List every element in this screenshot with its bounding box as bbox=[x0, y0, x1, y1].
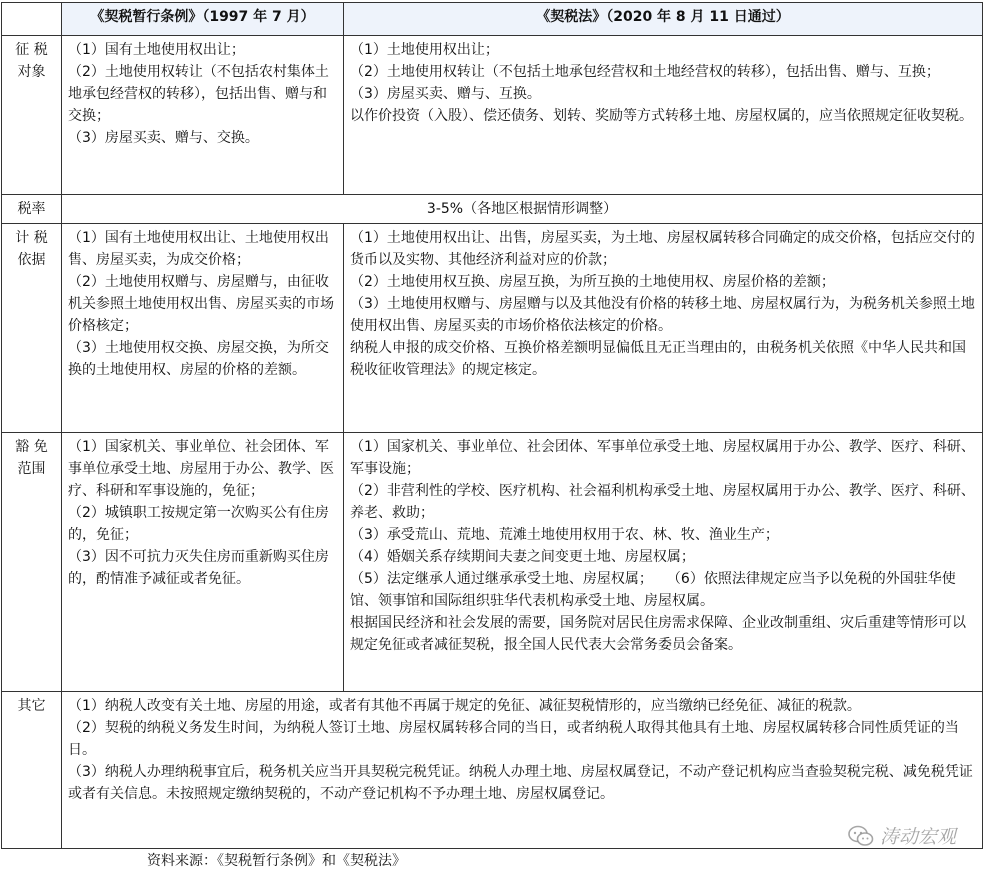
cell-old-tax-object bbox=[62, 36, 344, 195]
cell-tax-rate: 3-5%（各地区根据情形调整） bbox=[62, 195, 983, 224]
paragraph: （3）房屋买卖、赠与、互换。 bbox=[350, 86, 541, 102]
header-old-regulation: 《契税暂行条例》（1997 年 7 月） bbox=[62, 3, 344, 36]
row-label-tax-object bbox=[2, 36, 62, 195]
paragraph: （1）土地使用权出让、出售，房屋买卖，为土地、房屋权属转移合同确定的成交价格，包括应交付的货币以及实物、其他经济利益对应的价款； bbox=[350, 230, 975, 268]
paragraph: 根据国民经济和社会发展的需要，国务院对居民住房需求保障、企业改制重组、灾后重建等情形可以规定免征或者减征契税，报全国人民代表大会常务委员会备案。 bbox=[350, 615, 966, 653]
cell-old-tax-basis bbox=[62, 224, 344, 433]
paragraph: （2）城镇职工按规定第一次购买公有住房的，免征； bbox=[68, 505, 329, 543]
paragraph: （2）非营利性的学校、医疗机构、社会福利机构承受土地、房屋权属用于办公、教学、医疗、科研、养老、救助； bbox=[350, 483, 975, 521]
row-exemption bbox=[2, 433, 983, 692]
paragraph: （2）土地使用权互换、房屋互换，为所互换的土地使用权、房屋价格的差额； bbox=[350, 274, 835, 290]
paragraph: （1）土地使用权出让； bbox=[350, 42, 499, 58]
cell-other bbox=[62, 692, 983, 849]
paragraph: （2）土地使用权赠与、房屋赠与，由征收机关参照土地使用权出售、房屋买卖的市场价格核定； bbox=[68, 274, 334, 334]
paragraph: （2）土地使用权转让（不包括农村集体土地承包经营权的转移），包括出售、赠与和交换； bbox=[68, 64, 329, 124]
label-text: 豁 免 范围 bbox=[15, 439, 48, 477]
paragraph: （3）纳税人办理纳税事宜后，税务机关应当开具契税完税凭证。纳税人办理土地、房屋权属登记，不动产登记机构应当查验契税完税、减免税凭证或者有关信息。未按照规定缴纳契税的，不动产登记机构不予办理土地、房屋权属登记。 bbox=[68, 764, 973, 802]
row-label-exemption bbox=[2, 433, 62, 692]
paragraph: （3）土地使用权交换、房屋交换，为所交换的土地使用权、房屋的价格的差额。 bbox=[68, 340, 329, 378]
row-other bbox=[2, 692, 983, 849]
paragraph: （3）土地使用权赠与、房屋赠与以及其他没有价格的转移土地、房屋权属行为，为税务机关参照土地使用权出售、房屋买卖的市场价格依法核定的价格。 bbox=[350, 296, 975, 334]
paragraph: （2）土地使用权转让（不包括土地承包经营权和土地经营权的转移），包括出售、赠与、互换； bbox=[350, 64, 940, 80]
header-new-law: 《契税法》（2020 年 8 月 11 日通过） bbox=[344, 3, 983, 36]
watermark-text: 涛动宏观 bbox=[879, 826, 956, 848]
header-row bbox=[2, 3, 983, 36]
comparison-table bbox=[1, 2, 983, 849]
paragraph: 以作价投资（入股）、偿还债务、划转、奖励等方式转移土地、房屋权属的，应当依照规定征收契税。 bbox=[350, 108, 973, 124]
paragraph: 纳税人申报的成交价格、互换价格差额明显偏低且无正当理由的，由税务机关依照《中华人民共和国税收征收管理法》的规定核定。 bbox=[350, 340, 966, 378]
cell-old-exemption bbox=[62, 433, 344, 692]
row-tax-object bbox=[2, 36, 983, 195]
row-tax-rate bbox=[2, 195, 983, 224]
label-text: 征 税 对象 bbox=[15, 42, 48, 80]
watermark bbox=[848, 822, 956, 849]
paragraph: （5）法定继承人通过继承承受土地、房屋权属； （6）依照法律规定应当予以免税的外国驻华使馆、领事馆和国际组织驻华代表机构承受土地、房屋权属。 bbox=[350, 571, 956, 609]
wechat-icon bbox=[848, 825, 874, 847]
row-label-tax-basis bbox=[2, 224, 62, 433]
paragraph: （1）国有土地使用权出让、土地使用权出售、房屋买卖，为成交价格； bbox=[68, 230, 329, 268]
paragraph: （2）契税的纳税义务发生时间，为纳税人签订土地、房屋权属转移合同的当日，或者纳税人取得其他具有土地、房屋权属转移合同性质凭证的当日。 bbox=[68, 720, 959, 758]
paragraph: （1）国家机关、事业单位、社会团体、军事单位承受土地、房屋用于办公、教学、医疗、科研和军事设施的，免征； bbox=[68, 439, 334, 499]
paragraph: （1）国有土地使用权出让； bbox=[68, 42, 245, 58]
row-tax-basis bbox=[2, 224, 983, 433]
cell-new-exemption bbox=[344, 433, 983, 692]
source-note: 资料来源：《契税暂行条例》和《契税法》 bbox=[147, 853, 406, 869]
header-corner-cell bbox=[2, 3, 62, 36]
paragraph: （3）承受荒山、荒地、荒滩土地使用权用于农、林、牧、渔业生产； bbox=[350, 527, 779, 543]
row-label-tax-rate: 税率 bbox=[2, 195, 62, 224]
paragraph: （4）婚姻关系存续期间夫妻之间变更土地、房屋权属； bbox=[350, 549, 695, 565]
paragraph: （3）房屋买卖、赠与、交换。 bbox=[68, 130, 259, 146]
label-text: 计 税 依据 bbox=[15, 230, 48, 268]
paragraph: （3）因不可抗力灭失住房而重新购买住房的，酌情准予减征或者免征。 bbox=[68, 549, 329, 587]
paragraph: （1）纳税人改变有关土地、房屋的用途，或者有其他不再属于规定的免征、减征契税情形的，应当缴纳已经免征、减征的税款。 bbox=[68, 698, 861, 714]
cell-new-tax-basis bbox=[344, 224, 983, 433]
paragraph: （1）国家机关、事业单位、社会团体、军事单位承受土地、房屋权属用于办公、教学、医疗、科研、军事设施； bbox=[350, 439, 975, 477]
cell-new-tax-object bbox=[344, 36, 983, 195]
row-label-other: 其它 bbox=[2, 692, 62, 849]
